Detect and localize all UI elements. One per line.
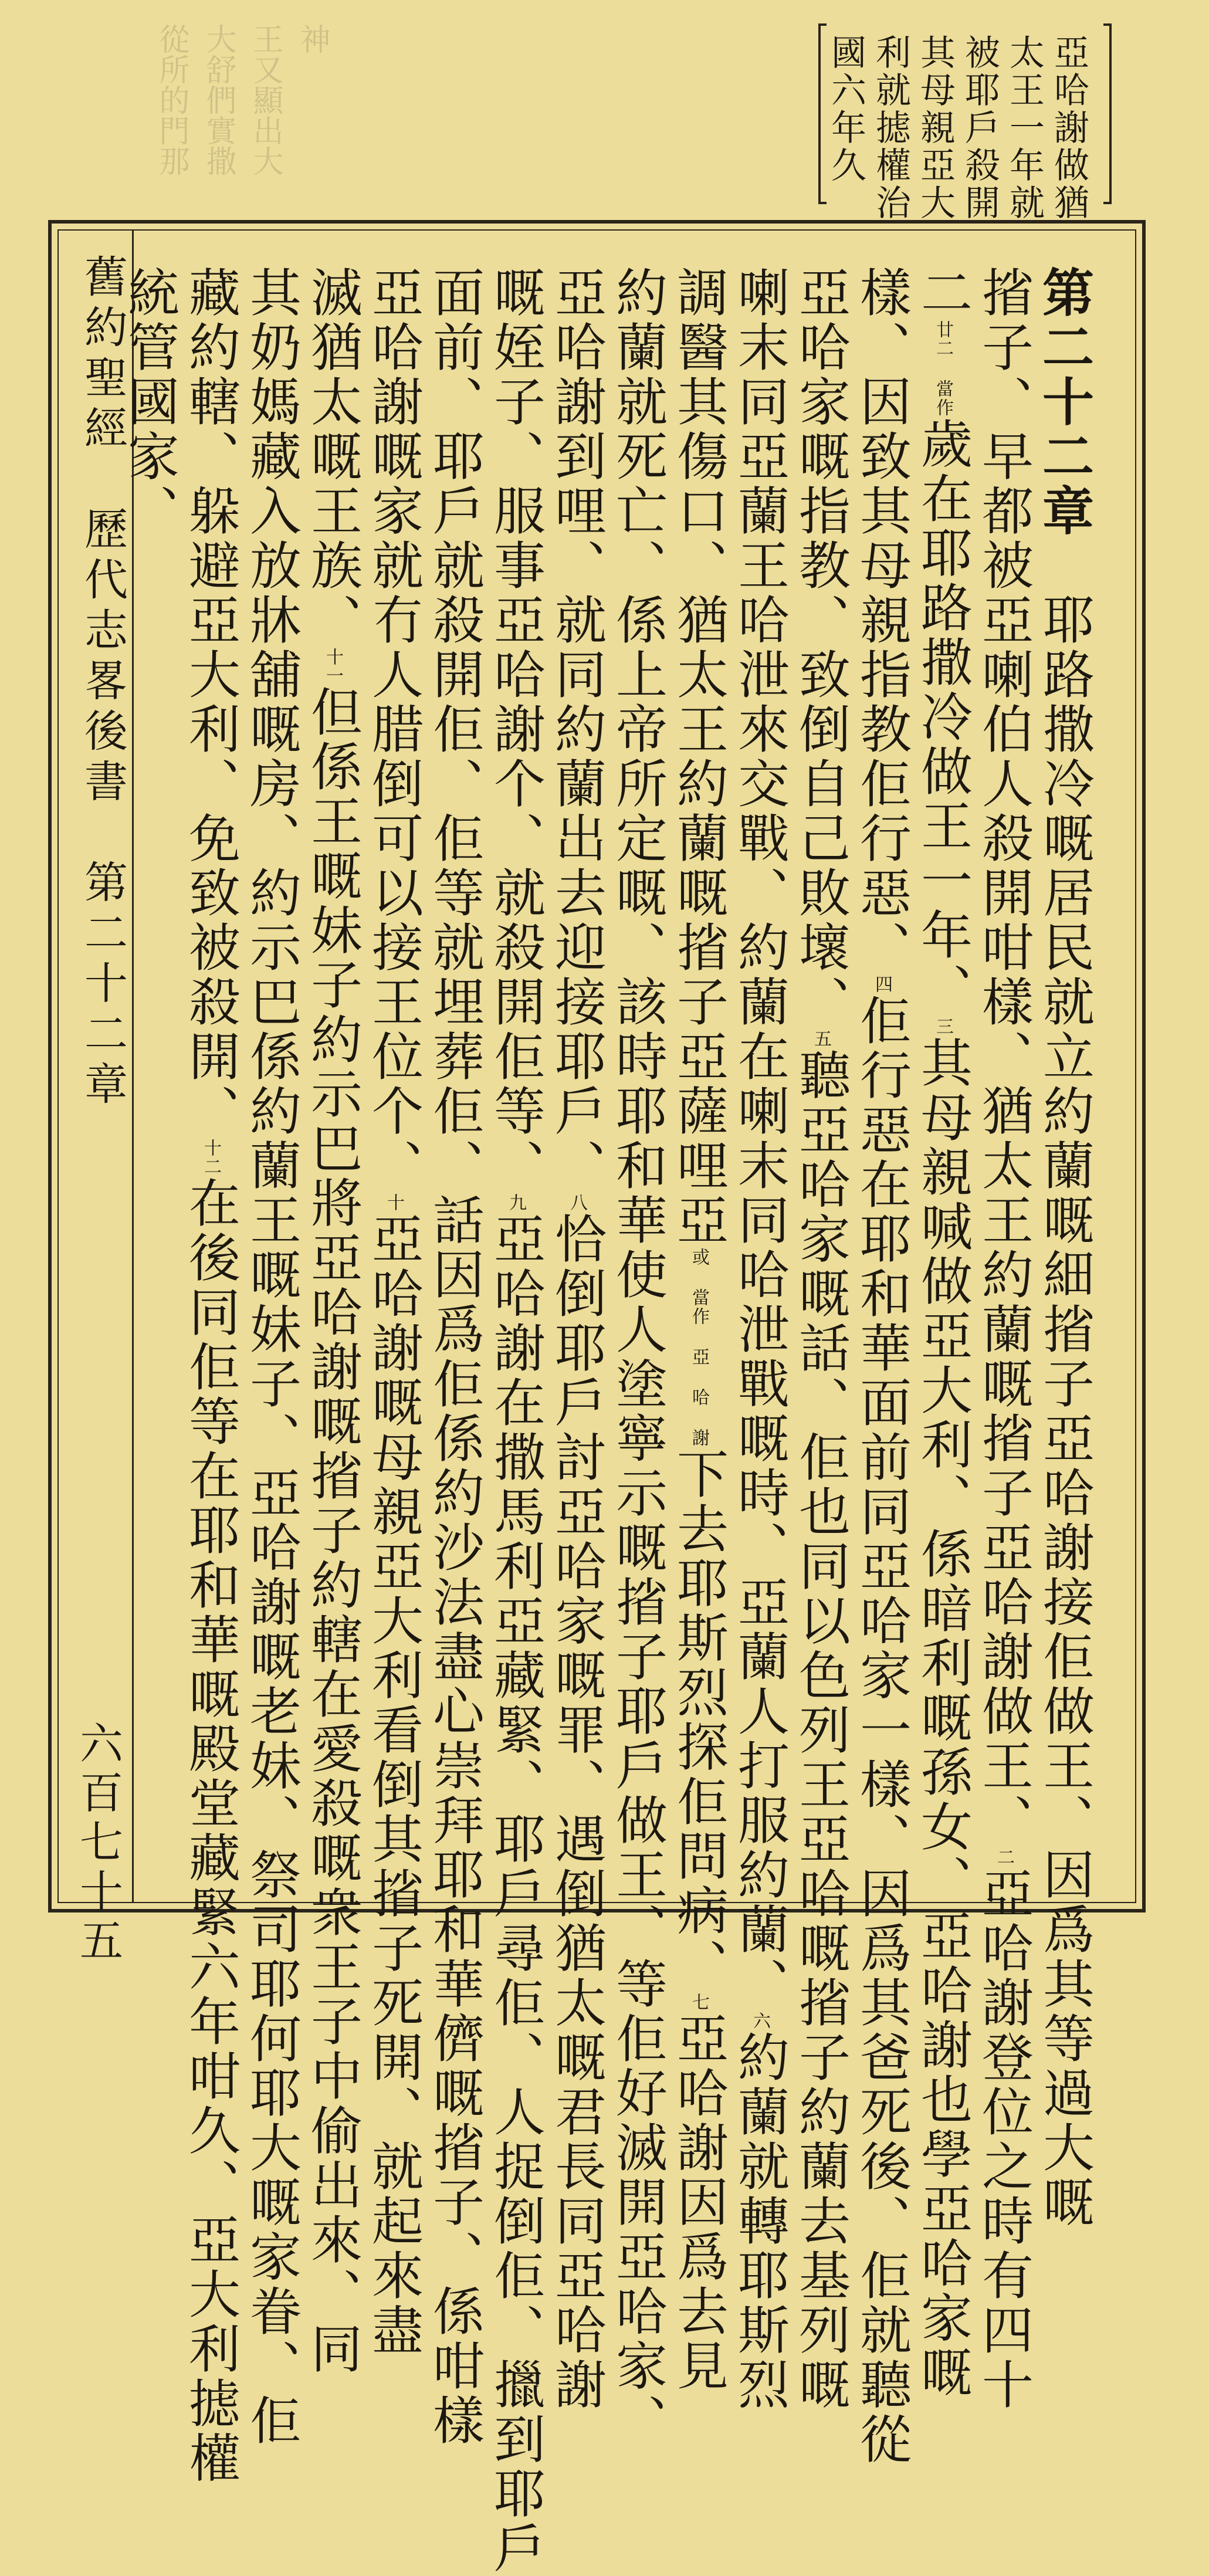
chapter-text-column (974, 266, 1034, 2412)
footer-chapter: 第二十二章 (77, 859, 128, 1112)
marginal-note-line: 太王一年就 (1004, 34, 1045, 222)
verse-text: 亞哈謝嘅母親亞大利看倒其㨘子死開、就起來盡 (364, 1212, 424, 2358)
verse-number-note: 五 (811, 1030, 831, 1048)
page-frame (48, 220, 1146, 2576)
verse-text: 亞哈謝嘅家就冇人腊倒可以接王位个、 (364, 266, 424, 1193)
verse-text: 亞哈謝登位之時有四十 (974, 1867, 1034, 2412)
verse-text: 滅猶太嘅王族、 (303, 266, 363, 648)
bleed-through-line: 神 (294, 23, 330, 54)
page-number: 六百七十五 (73, 1721, 123, 1967)
chapter-text-column (364, 266, 424, 2358)
verse-number-note: 七 (689, 1993, 709, 2012)
verse-text: 面前、耶戶就殺開佢、佢等就埋葬佢、話因爲佢係約沙法盡心崇拜耶和華儕嘅㨘子、係咁樣 (425, 266, 485, 2448)
verse-text: 㨘子、早都被亞喇伯人殺開咁樣、猶太王約蘭嘅㨘子亞哈謝做王、 (974, 266, 1034, 1848)
chapter-text-column (547, 266, 607, 2412)
chapter-text-column (181, 266, 241, 2486)
chapter-text-column (303, 266, 363, 2377)
marginal-note-line: 國六年久 (825, 34, 866, 184)
book-title: 舊約聖經 (77, 254, 128, 456)
verse-text: 嘅姪子、服事亞哈謝个、就殺開佢等、 (486, 266, 546, 1193)
verse-text: 佢行惡在耶和華面前同亞哈家一樣、因爲其爸死後、佢就聽從 (852, 994, 912, 2467)
verse-text: 其奶媽藏入放牀舖嘅房、約示巴係約蘭王嘅妹子、亞哈謝嘅老妹、祭司耶何耶大嘅家眷、佢 (242, 266, 302, 2448)
chapter-text-column (120, 266, 179, 1850)
chapter-text-column (669, 266, 729, 2394)
verse-number-note: 或 當作 亞 哈 謝 (689, 1248, 709, 1447)
verse-text: 但係王嘅妹子約示巴將亞哈謝嘅㨘子約轄在愛殺嘅衆王子中偷出來、同 (303, 685, 363, 2377)
verse-number-note: 四 (872, 975, 892, 994)
chapter-text-column (1034, 266, 1095, 2230)
verse-text: 其母親喊做亞大利、係暗利嘅孫女、亞哈謝也學亞哈家嘅 (913, 1036, 973, 2400)
verse-text: 下去耶斯烈探佢問病、 (669, 1447, 729, 1993)
verse-number-note: 二 (994, 1848, 1014, 1867)
chapter-text-column (852, 266, 912, 2467)
page-frame-inner (57, 229, 1136, 2576)
marginal-note-line: 亞哈謝做猶 (1048, 34, 1089, 222)
marginal-summary-note (818, 23, 1112, 222)
chapter-text-column (791, 266, 851, 2412)
verse-text: 約蘭就轉耶斯烈 (730, 2030, 790, 2412)
verse-text: 在後同佢等在耶和華嘅殿堂藏緊六年咁久、亞大利摅權 (181, 1176, 241, 2486)
verse-number-note: 廿二 當作 (933, 320, 953, 417)
chapter-text-column (425, 266, 485, 2448)
marginal-note-line: 利就摅權治 (870, 34, 911, 222)
chapter-text-column (608, 266, 668, 2448)
verse-number-note: 十 (384, 1193, 404, 1212)
chapter-text-column (913, 266, 973, 2400)
verse-text: 歲在耶路撒冷做王一年、 (913, 417, 973, 1017)
verse-number-note: 三 (933, 1017, 953, 1036)
bracket-right (1103, 23, 1112, 204)
verse-text: 亞哈謝因爲去見 (669, 2012, 729, 2394)
verse-text: 約蘭就死亡、係上帝所定嘅、該時耶和華使人塗寧示嘅㨘子耶戶做王、等佢好滅開亞哈家、 (608, 266, 668, 2448)
bleed-through-line: 大舒們實撒 (201, 23, 236, 176)
verse-text: 藏約轄、躲避亞大利、免致被殺開、 (181, 266, 241, 1139)
verse-text: 亞哈家嘅指教、致倒自己敗壞、 (791, 266, 851, 1030)
verse-text: 恰倒耶戶討亞哈家嘅罪、遇倒猶太嘅君長同亞哈謝 (547, 1212, 607, 2412)
book-section: 歷代志畧後書 (77, 506, 128, 809)
verse-text: 樣、因致其母親指教佢行惡、 (852, 266, 912, 975)
chapter-text-column (486, 266, 546, 2576)
verse-number-note: 十二 (201, 1139, 221, 1176)
verse-text: 調醫其傷口、猶太王約蘭嘅㨘子亞薩哩亞 (669, 266, 729, 1248)
verse-number-note: 八 (567, 1193, 587, 1212)
verse-number-note: 六 (750, 2012, 770, 2030)
verse-text: 聽亞哈家嘅話、佢也同以色列王亞哈嘅㨘子約蘭去基列嘅 (791, 1048, 851, 2412)
bleed-through-line: 從所的門那 (154, 23, 189, 176)
verse-text: 耶路撒冷嘅居民就立約蘭嘅細㨘子亞哈謝接佢做王、因爲其等過大嘅 (1035, 593, 1095, 2230)
marginal-note-line: 被耶戶殺開 (959, 34, 1000, 222)
verse-number-note: 十一 (323, 648, 343, 685)
chapter-heading: 第二十二章 (1034, 266, 1095, 539)
bleed-through-marks (141, 23, 346, 176)
verse-text: 二 (913, 266, 973, 320)
bleed-through-line: 王又顯出大 (248, 23, 283, 176)
verse-text: 喇末同亞蘭王哈泄來交戰、約蘭在喇末同哈泄戰嘅時、亞蘭人打服約蘭、 (730, 266, 790, 2012)
chapter-text-column (730, 266, 790, 2412)
chapter-text-column (242, 266, 302, 2448)
marginal-note-line: 其母親亞大 (915, 34, 956, 222)
verse-text: 亞哈謝到哩、就同約蘭出去迎接耶戶、 (547, 266, 607, 1193)
verse-text: 亞哈謝在撒馬利亞藏緊、耶戶尋佢、人捉倒佢、擸到耶戶 (486, 1212, 546, 2576)
verse-text: 統管國家、 (120, 266, 180, 539)
verse-number-note: 九 (506, 1193, 526, 1212)
